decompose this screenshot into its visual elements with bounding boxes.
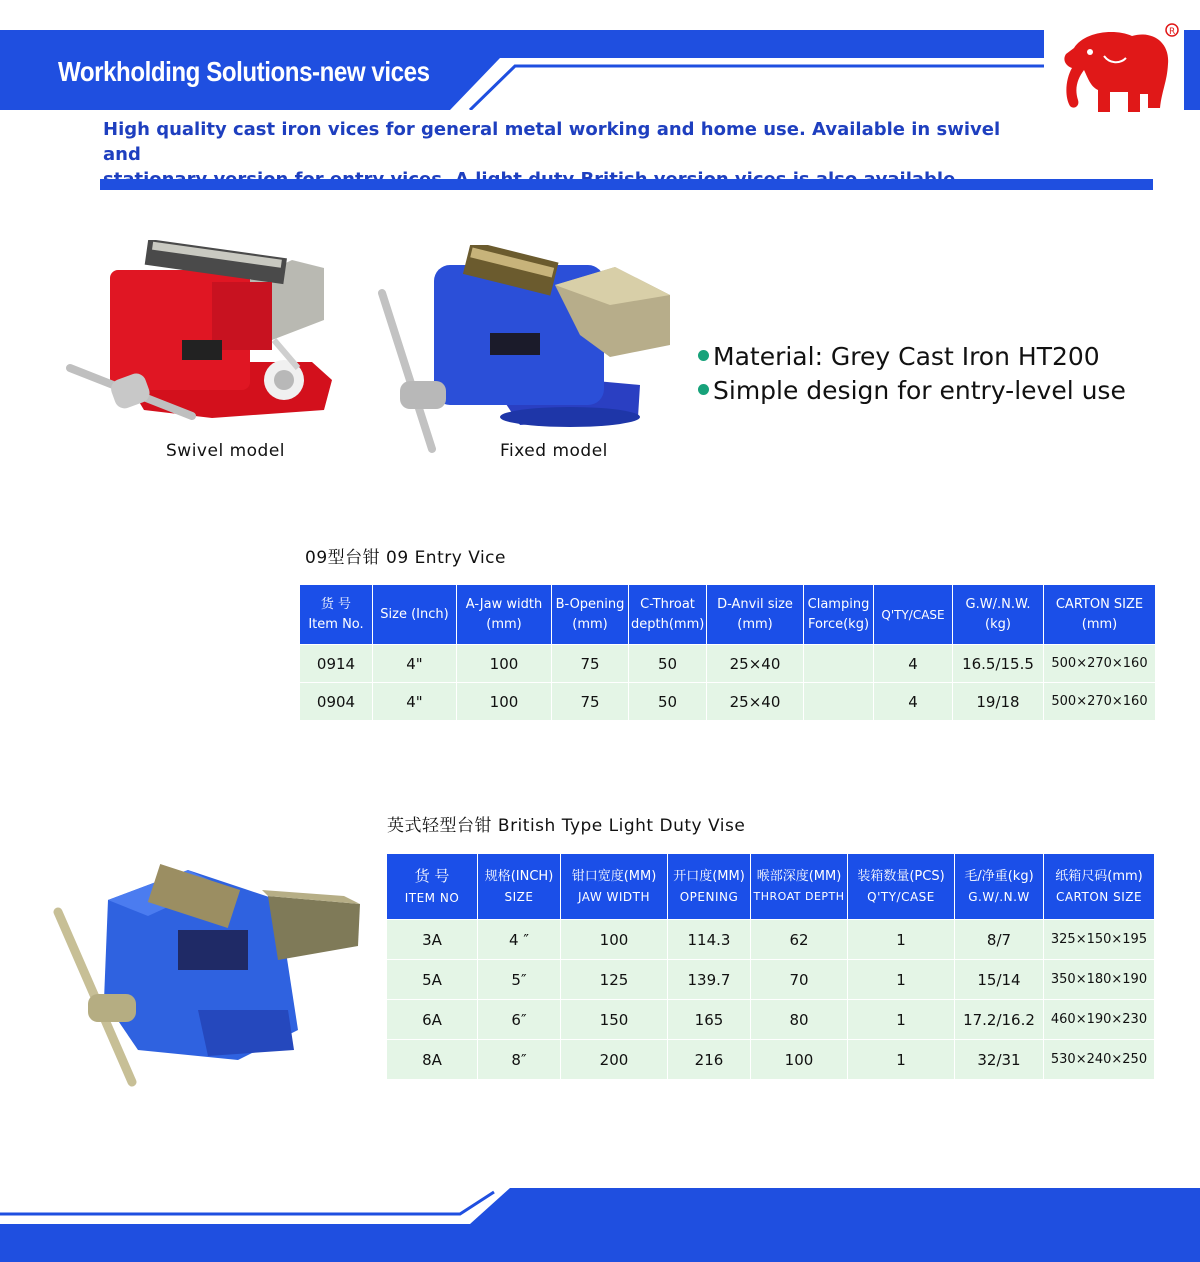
- table-cell: 17.2/16.2: [955, 1000, 1044, 1040]
- feature-item: [698, 374, 1126, 408]
- intro-line-1: High quality cast iron vices for general metal working and home use. Available in swivel and: [103, 119, 1001, 165]
- table-cell: 0904: [300, 683, 373, 721]
- table-cell: 50: [629, 645, 707, 683]
- column-header: 开口度(MM) OPENING: [668, 854, 751, 920]
- entry-table-title: 09型台钳 09 Entry Vice: [305, 548, 506, 568]
- table-cell: 100: [457, 645, 552, 683]
- table-cell: 75: [552, 683, 629, 721]
- footer-banner: [0, 1188, 1200, 1262]
- column-header: G.W/.N.W. (kg): [953, 585, 1044, 645]
- table-cell: 125: [561, 960, 668, 1000]
- table-cell: 530×240×250: [1044, 1040, 1155, 1080]
- table-cell: 4": [373, 645, 457, 683]
- column-header: Q'TY/CASE: [874, 585, 953, 645]
- swivel-vice-photo: [62, 240, 342, 430]
- table-header-row: [387, 854, 1155, 920]
- british-spec-table: [386, 853, 1155, 1080]
- column-header: 喉部深度(MM) THROAT DEPTH: [751, 854, 848, 920]
- feature-item: [698, 340, 1126, 374]
- elephant-logo: [1044, 20, 1184, 130]
- table-cell: 3A: [387, 920, 478, 960]
- page-title: Workholding Solutions-new vices: [58, 56, 430, 87]
- table-cell: 4": [373, 683, 457, 721]
- table-cell: 500×270×160: [1044, 645, 1156, 683]
- table-cell: 500×270×160: [1044, 683, 1156, 721]
- column-header: CARTON SIZE (mm): [1044, 585, 1156, 645]
- table-cell: 25×40: [707, 683, 804, 721]
- table-cell: 5A: [387, 960, 478, 1000]
- column-header: C-Throat depth(mm): [629, 585, 707, 645]
- divider-rule: [100, 179, 1153, 190]
- table-cell: 6A: [387, 1000, 478, 1040]
- column-header: Clamping Force(kg): [804, 585, 874, 645]
- column-header: 货 号 Item No.: [300, 585, 373, 645]
- table-cell: 25×40: [707, 645, 804, 683]
- column-header: D-Anvil size (mm): [707, 585, 804, 645]
- table-cell: 114.3: [668, 920, 751, 960]
- table-cell: 165: [668, 1000, 751, 1040]
- table-cell: 70: [751, 960, 848, 1000]
- table-cell: 75: [552, 645, 629, 683]
- table-cell: 15/14: [955, 960, 1044, 1000]
- table-row: [300, 645, 1156, 683]
- column-header: 纸箱尺码(mm) CARTON SIZE: [1044, 854, 1155, 920]
- column-header: A-Jaw width (mm): [457, 585, 552, 645]
- table-cell: 1: [848, 960, 955, 1000]
- british-vice-photo: [48, 860, 368, 1092]
- table-row: [387, 1000, 1155, 1040]
- table-cell: 100: [751, 1040, 848, 1080]
- table-cell: 4: [874, 645, 953, 683]
- table-cell: 5″: [478, 960, 561, 1000]
- column-header: 规格(INCH) SIZE: [478, 854, 561, 920]
- british-table-title: 英式轻型台钳 British Type Light Duty Vise: [387, 816, 746, 836]
- table-cell: 1: [848, 1000, 955, 1040]
- svg-text:R: R: [1169, 27, 1176, 37]
- feature-text: Material: Grey Cast Iron HT200: [713, 342, 1100, 371]
- column-header: 毛/净重(kg) G.W/.N.W: [955, 854, 1044, 920]
- table-row: [387, 1040, 1155, 1080]
- table-header-row: [300, 585, 1156, 645]
- table-cell: 4: [874, 683, 953, 721]
- table-cell: 100: [561, 920, 668, 960]
- table-cell: 80: [751, 1000, 848, 1040]
- fixed-caption: Fixed model: [500, 441, 608, 461]
- table-cell: 100: [457, 683, 552, 721]
- table-cell: 460×190×230: [1044, 1000, 1155, 1040]
- table-row: [300, 683, 1156, 721]
- table-cell: 62: [751, 920, 848, 960]
- fixed-vice-photo: [370, 245, 680, 455]
- table-row: [387, 960, 1155, 1000]
- table-cell: [804, 645, 874, 683]
- bullet-icon: [698, 384, 709, 395]
- table-cell: 150: [561, 1000, 668, 1040]
- table-cell: [804, 683, 874, 721]
- table-cell: 4 ″: [478, 920, 561, 960]
- feature-text: Simple design for entry-level use: [713, 376, 1126, 405]
- column-header: 装箱数量(PCS) Q'TY/CASE: [848, 854, 955, 920]
- swivel-caption: Swivel model: [166, 441, 285, 461]
- table-cell: 139.7: [668, 960, 751, 1000]
- column-header: B-Opening (mm): [552, 585, 629, 645]
- table-cell: 8″: [478, 1040, 561, 1080]
- feature-list: [698, 340, 1126, 408]
- table-cell: 200: [561, 1040, 668, 1080]
- column-header: Size (Inch): [373, 585, 457, 645]
- table-cell: 32/31: [955, 1040, 1044, 1080]
- table-cell: 1: [848, 1040, 955, 1080]
- table-row: [387, 920, 1155, 960]
- table-cell: 6″: [478, 1000, 561, 1040]
- column-header: 货 号 ITEM NO: [387, 854, 478, 920]
- table-cell: 50: [629, 683, 707, 721]
- table-cell: 16.5/15.5: [953, 645, 1044, 683]
- table-cell: 0914: [300, 645, 373, 683]
- table-cell: 8/7: [955, 920, 1044, 960]
- column-header: 钳口宽度(MM) JAW WIDTH: [561, 854, 668, 920]
- bullet-icon: [698, 350, 709, 361]
- table-cell: 19/18: [953, 683, 1044, 721]
- table-cell: 325×150×195: [1044, 920, 1155, 960]
- table-cell: 1: [848, 920, 955, 960]
- table-cell: 8A: [387, 1040, 478, 1080]
- entry-spec-table: [299, 584, 1156, 721]
- table-cell: 216: [668, 1040, 751, 1080]
- table-cell: 350×180×190: [1044, 960, 1155, 1000]
